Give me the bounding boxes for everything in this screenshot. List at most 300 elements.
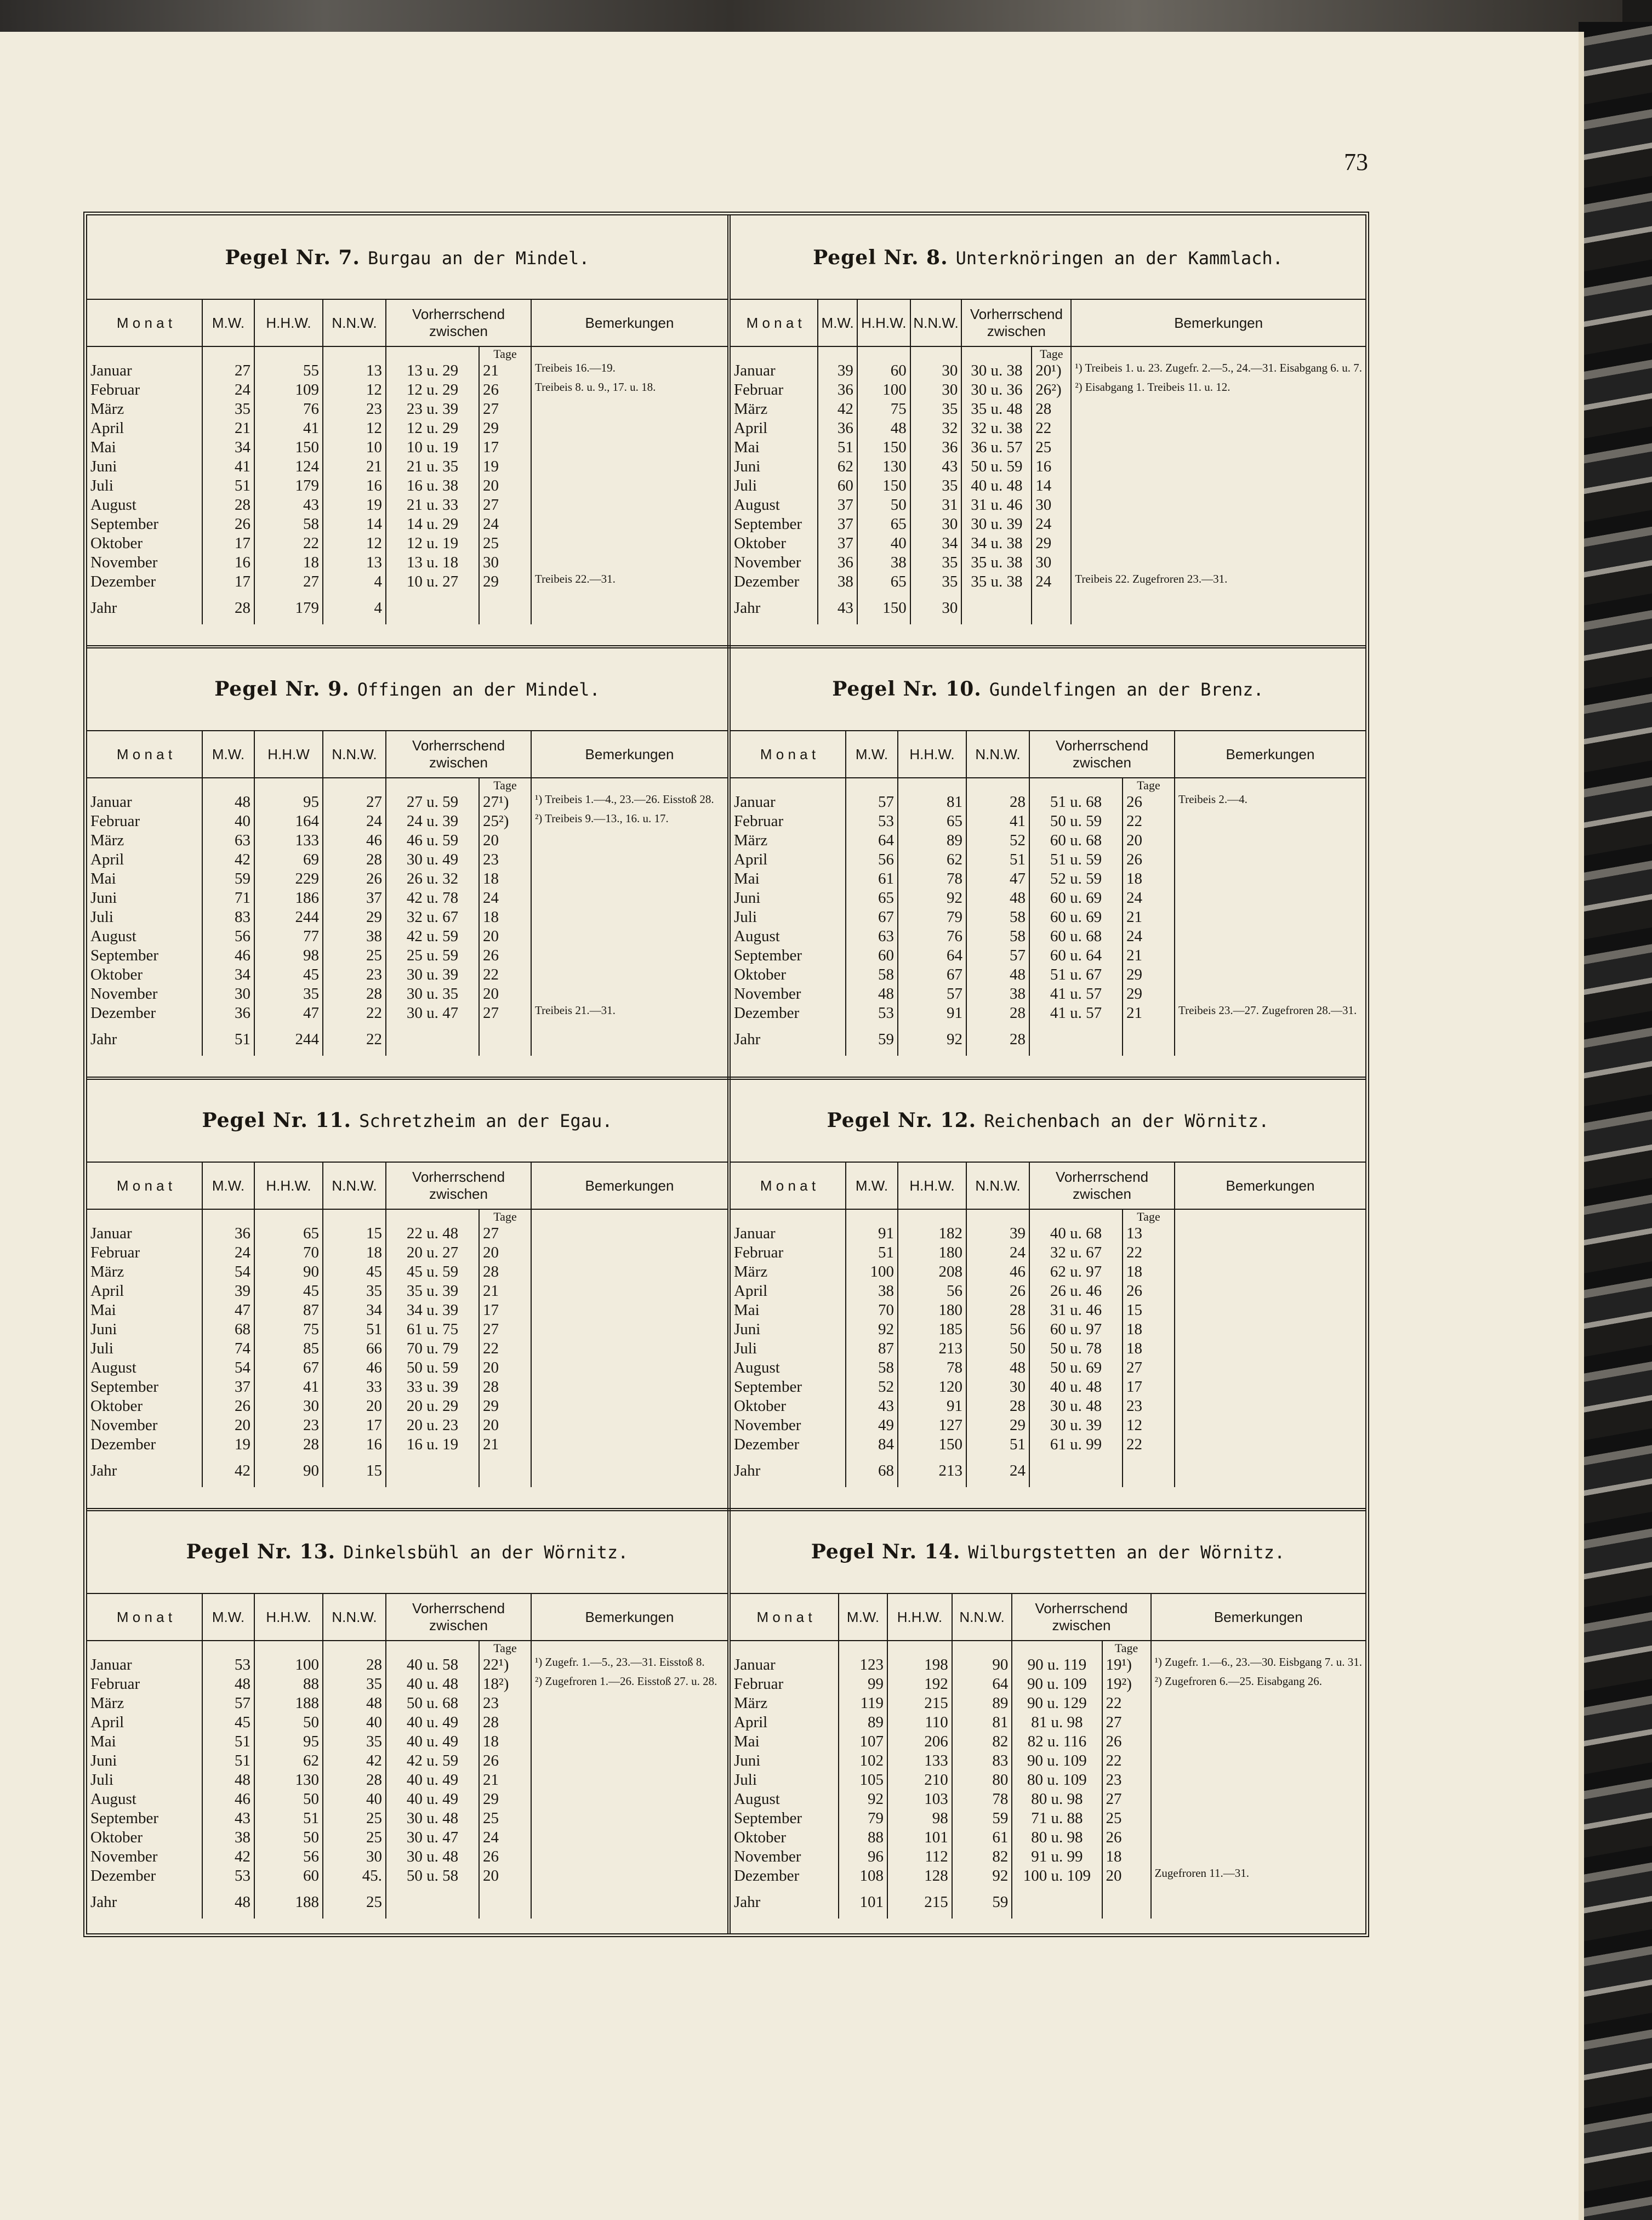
gauge-table [87, 730, 727, 1056]
prevailing-days: 20 [483, 832, 499, 849]
year-label: Jahr [90, 1893, 117, 1911]
prevailing-days: 27 [483, 400, 499, 418]
table-row [87, 515, 727, 534]
mw-value: 42 [235, 851, 250, 868]
prevailing-range: 22 u. 48 [406, 1225, 459, 1242]
nnw-value: 45 [366, 1263, 382, 1280]
prevailing-days: 30 [1035, 554, 1052, 571]
hhw-value: 208 [938, 1263, 962, 1280]
days-label: Tage [1137, 1210, 1160, 1223]
prevailing-days: 19²) [1106, 1675, 1132, 1693]
col-header-nnw: N.N.W. [332, 745, 377, 762]
mw-value: 52 [878, 1378, 894, 1396]
prevailing-range: 40 u. 49 [406, 1714, 459, 1731]
table-row [731, 850, 1365, 869]
gauge-title [731, 246, 1365, 269]
prevailing-range: 60 u. 68 [1050, 832, 1102, 849]
hhw-value: 210 [924, 1771, 948, 1789]
prevailing-range: 40 u. 49 [406, 1733, 459, 1750]
table-row [731, 1282, 1365, 1301]
days-label: Tage [493, 347, 517, 361]
gauge-title [87, 1109, 727, 1132]
month-name: Dezember [734, 1004, 800, 1022]
col-header-remarks: Bemerkungen [585, 745, 674, 762]
remark: Treibeis 21.—31. [535, 1004, 616, 1017]
hhw-value: 38 [890, 554, 907, 571]
table-row [87, 1771, 727, 1790]
hhw-value: 50 [303, 1829, 319, 1846]
prevailing-range: 60 u. 97 [1050, 1320, 1102, 1338]
prevailing-range: 30 u. 35 [406, 985, 459, 1003]
prevailing-range: 20 u. 27 [406, 1244, 459, 1261]
month-name: August [90, 496, 136, 514]
row-divider [87, 645, 1365, 648]
col-header-nnw: N.N.W. [975, 745, 1021, 762]
month-name: Januar [734, 362, 776, 379]
prevailing-days: 29 [483, 419, 499, 437]
prevailing-range: 90 u. 109 [1027, 1675, 1087, 1693]
gauge-tables-sheet [83, 212, 1369, 1937]
prevailing-range: 21 u. 35 [406, 458, 459, 475]
hhw-value: 23 [303, 1416, 319, 1434]
table-row [87, 1866, 727, 1886]
table-row [731, 1732, 1365, 1751]
table-row [87, 1694, 727, 1713]
month-name: September [734, 1809, 802, 1827]
hhw-value: 70 [303, 1244, 319, 1261]
table-row [731, 1320, 1365, 1339]
prevailing-range: 61 u. 75 [406, 1320, 459, 1338]
prevailing-days: 22 [1106, 1752, 1122, 1769]
nnw-value: 35 [366, 1675, 382, 1693]
month-name: Juli [90, 1771, 113, 1789]
prevailing-range: 42 u. 59 [406, 1752, 459, 1769]
gauge-title [731, 1109, 1365, 1132]
nnw-value: 47 [1010, 870, 1026, 887]
mw-value: 43 [878, 1397, 894, 1415]
prevailing-range: 45 u. 59 [406, 1263, 459, 1280]
prevailing-days: 20 [483, 1359, 499, 1376]
nnw-value: 29 [1010, 1416, 1026, 1434]
nnw-value: 25 [366, 1829, 382, 1846]
nnw-value: 28 [366, 851, 382, 868]
month-name: April [90, 1282, 124, 1300]
nnw-value: 30 [942, 515, 958, 533]
col-header-prevailing: Vorherrschend zwischen [412, 306, 505, 339]
prevailing-days: 27 [483, 1004, 499, 1022]
hhw-value: 78 [947, 870, 962, 887]
hhw-value: 90 [303, 1263, 319, 1280]
month-name: August [734, 927, 780, 945]
nnw-value: 16 [366, 477, 382, 494]
table-row [87, 1641, 727, 1655]
prevailing-days: 26 [1126, 851, 1142, 868]
table-row [731, 1751, 1365, 1771]
table-row [87, 831, 727, 850]
gauge-panel-11 [87, 1080, 727, 1507]
hhw-value: 65 [890, 515, 907, 533]
hhw-value: 45 [303, 966, 319, 983]
year-nnw: 24 [1010, 1461, 1026, 1479]
prevailing-range: 60 u. 64 [1050, 947, 1102, 964]
table-row [87, 534, 727, 553]
prevailing-days: 22¹) [483, 1656, 509, 1673]
table-row [87, 1243, 727, 1262]
table-row [731, 361, 1365, 380]
prevailing-range: 23 u. 39 [406, 400, 459, 418]
gauge-table [731, 1162, 1365, 1487]
mw-value: 92 [868, 1790, 884, 1808]
gauge-table [87, 299, 727, 624]
mw-value: 48 [878, 985, 894, 1003]
month-name: April [90, 419, 124, 437]
table-row [87, 1004, 727, 1023]
days-label: Tage [493, 778, 517, 792]
prevailing-days: 17 [483, 1301, 499, 1319]
hhw-value: 215 [924, 1694, 948, 1712]
year-label: Jahr [734, 1461, 761, 1479]
remark: ¹) Treibeis 1.—4., 23.—26. Eisstoß 28. [535, 793, 714, 806]
mw-value: 91 [878, 1225, 894, 1242]
nnw-value: 46 [1010, 1263, 1026, 1280]
nnw-value: 58 [1010, 908, 1026, 926]
col-header-nnw: N.N.W. [975, 1177, 1021, 1194]
month-name: Dezember [90, 1436, 156, 1453]
nnw-value: 46 [366, 832, 382, 849]
col-header-prevailing: Vorherrschend zwischen [1055, 1169, 1149, 1202]
gauge-number: Pegel Nr. 11. [202, 1109, 352, 1132]
nnw-value: 29 [366, 908, 382, 926]
table-row [87, 778, 727, 793]
prevailing-range: 12 u. 19 [406, 534, 459, 552]
nnw-value: 34 [942, 534, 958, 552]
table-row [87, 984, 727, 1004]
hhw-value: 50 [890, 496, 907, 514]
mw-value: 36 [837, 554, 853, 571]
prevailing-days: 20 [483, 1416, 499, 1434]
col-header-mw: M.W. [855, 1177, 888, 1194]
table-row [731, 1416, 1365, 1435]
hhw-value: 65 [947, 812, 962, 830]
table-row [87, 1713, 727, 1732]
hhw-value: 28 [303, 1436, 319, 1453]
year-row [731, 1023, 1365, 1056]
mw-value: 54 [235, 1263, 250, 1280]
nnw-value: 61 [992, 1829, 1009, 1846]
year-nnw: 30 [942, 599, 958, 617]
nnw-value: 39 [1010, 1225, 1026, 1242]
hhw-value: 76 [303, 400, 319, 418]
nnw-value: 35 [366, 1282, 382, 1300]
col-header-mw: M.W. [855, 745, 888, 762]
col-header-mw: M.W. [821, 314, 854, 331]
prevailing-days: 18 [1126, 1263, 1142, 1280]
remark: ²) Eisabgang 1. Treibeis 11. u. 12. [1075, 380, 1231, 394]
nnw-value: 33 [366, 1378, 382, 1396]
month-name: August [734, 496, 780, 514]
prevailing-days: 28 [1035, 400, 1052, 418]
mw-value: 34 [235, 439, 250, 456]
nnw-value: 42 [366, 1752, 382, 1769]
nnw-value: 30 [1010, 1378, 1026, 1396]
gauge-panel-10 [731, 649, 1365, 1076]
col-header-remarks: Bemerkungen [1226, 745, 1315, 762]
year-hhw: 215 [924, 1893, 948, 1911]
hhw-value: 133 [924, 1752, 948, 1769]
hhw-value: 179 [295, 477, 319, 494]
prevailing-range: 35 u. 38 [971, 554, 1023, 571]
table-row [731, 1828, 1365, 1847]
nnw-value: 50 [1010, 1340, 1026, 1357]
prevailing-days: 22 [1126, 1244, 1142, 1261]
prevailing-range: 91 u. 99 [1031, 1848, 1083, 1865]
table-row [87, 346, 727, 361]
prevailing-days: 25 [1035, 439, 1052, 456]
prevailing-range: 35 u. 39 [406, 1282, 459, 1300]
prevailing-days: 18 [483, 908, 499, 926]
col-header-prevailing: Vorherrschend zwischen [1055, 737, 1149, 771]
mw-value: 30 [235, 985, 250, 1003]
nnw-value: 25 [366, 947, 382, 964]
month-name: September [734, 515, 802, 533]
month-name: Juni [90, 1752, 117, 1769]
prevailing-days: 20 [483, 477, 499, 494]
year-hhw: 213 [938, 1461, 962, 1479]
hhw-value: 60 [890, 362, 907, 379]
gauge-location: Schretzheim an der Egau. [359, 1111, 613, 1131]
month-name: September [734, 1378, 802, 1396]
prevailing-days: 30 [483, 554, 499, 571]
year-row [87, 1454, 727, 1487]
gauge-table [87, 1162, 727, 1487]
year-mw: 68 [878, 1461, 894, 1479]
hhw-value: 56 [947, 1282, 962, 1300]
table-row [87, 1397, 727, 1416]
mw-value: 57 [878, 793, 894, 811]
prevailing-days: 24 [483, 889, 499, 907]
col-header-hhw: H.H.W. [909, 1177, 955, 1194]
prevailing-range: 50 u. 59 [971, 458, 1023, 475]
mw-value: 59 [235, 870, 250, 887]
mw-value: 45 [235, 1714, 250, 1731]
year-hhw: 92 [947, 1030, 962, 1048]
prevailing-range: 40 u. 48 [971, 477, 1023, 494]
nnw-value: 12 [366, 534, 382, 552]
prevailing-days: 23 [1106, 1771, 1122, 1789]
prevailing-range: 61 u. 99 [1050, 1436, 1102, 1453]
gauge-table [731, 299, 1365, 624]
table-row [731, 1301, 1365, 1320]
hhw-value: 150 [882, 477, 907, 494]
month-name: Juni [734, 458, 761, 475]
hhw-value: 150 [295, 439, 319, 456]
table-row [87, 1751, 727, 1771]
mw-value: 42 [235, 1848, 250, 1865]
hhw-value: 88 [303, 1675, 319, 1693]
month-name: Dezember [734, 1867, 800, 1885]
month-name: November [734, 1416, 801, 1434]
table-row [731, 1655, 1365, 1675]
month-name: Mai [734, 1301, 760, 1319]
remark: Treibeis 22. Zugefroren 23.—31. [1075, 572, 1228, 585]
prevailing-days: 27 [1126, 1359, 1142, 1376]
hhw-value: 110 [925, 1714, 948, 1731]
prevailing-range: 100 u. 109 [1023, 1867, 1091, 1885]
month-name: September [734, 947, 802, 964]
table-row [731, 908, 1365, 927]
gauge-title [87, 1540, 727, 1563]
table-row [731, 1641, 1365, 1655]
year-hhw: 244 [295, 1030, 319, 1048]
mw-value: 100 [870, 1263, 894, 1280]
mw-value: 38 [235, 1829, 250, 1846]
table-row [731, 869, 1365, 889]
nnw-value: 28 [1010, 793, 1026, 811]
col-header-prevailing: Vorherrschend zwischen [970, 306, 1063, 339]
table-row [731, 1771, 1365, 1790]
hhw-value: 103 [924, 1790, 948, 1808]
month-name: Februar [90, 381, 140, 399]
nnw-value: 20 [366, 1397, 382, 1415]
mw-value: 35 [235, 400, 250, 418]
prevailing-range: 24 u. 39 [406, 812, 459, 830]
prevailing-range: 33 u. 39 [406, 1378, 459, 1396]
prevailing-range: 32 u. 38 [971, 419, 1023, 437]
prevailing-range: 41 u. 57 [1050, 985, 1102, 1003]
col-header-nnw: N.N.W. [332, 1177, 377, 1194]
prevailing-range: 30 u. 36 [971, 381, 1023, 399]
col-header-prevailing: Vorherrschend zwischen [1035, 1600, 1128, 1633]
nnw-value: 90 [992, 1656, 1009, 1673]
year-label: Jahr [734, 1030, 761, 1048]
mw-value: 53 [235, 1867, 250, 1885]
table-row [87, 1320, 727, 1339]
month-name: August [734, 1359, 780, 1376]
remark: ²) Zugefroren 1.—26. Eisstoß 27. u. 28. [535, 1675, 717, 1688]
hhw-value: 180 [938, 1244, 962, 1261]
hhw-value: 92 [947, 889, 962, 907]
mw-value: 108 [859, 1867, 884, 1885]
month-name: Mai [734, 439, 760, 456]
nnw-value: 30 [942, 381, 958, 399]
mw-value: 17 [235, 534, 250, 552]
col-header-month: M o n a t [116, 1608, 173, 1625]
prevailing-days: 21 [1126, 947, 1142, 964]
month-name: März [90, 400, 124, 418]
hhw-value: 127 [938, 1416, 962, 1434]
table-row [87, 908, 727, 927]
hhw-value: 109 [295, 381, 319, 399]
prevailing-range: 35 u. 38 [971, 573, 1023, 590]
hhw-value: 47 [303, 1004, 319, 1022]
hhw-value: 182 [938, 1225, 962, 1242]
month-name: Januar [734, 1656, 776, 1673]
month-name: April [90, 1714, 124, 1731]
hhw-value: 65 [303, 1225, 319, 1242]
col-header-month: M o n a t [760, 1177, 816, 1194]
table-row [731, 1262, 1365, 1282]
table-row [87, 1790, 727, 1809]
month-name: Dezember [90, 1004, 156, 1022]
month-name: Mai [734, 1733, 760, 1750]
prevailing-range: 60 u. 69 [1050, 889, 1102, 907]
table-row [731, 419, 1365, 438]
table-row [87, 572, 727, 591]
table-row [731, 831, 1365, 850]
hhw-value: 18 [303, 554, 319, 571]
mw-value: 24 [235, 1244, 250, 1261]
table-row [87, 1732, 727, 1751]
table-row [731, 1004, 1365, 1023]
mw-value: 68 [235, 1320, 250, 1338]
table-header [731, 1162, 1365, 1209]
hhw-value: 76 [947, 927, 962, 945]
table-row [731, 946, 1365, 965]
remark: Treibeis 8. u. 9., 17. u. 18. [535, 380, 656, 394]
nnw-value: 41 [1010, 812, 1026, 830]
gauge-panel-12 [731, 1080, 1365, 1507]
table-row [87, 457, 727, 476]
nnw-value: 28 [366, 985, 382, 1003]
mw-value: 37 [235, 1378, 250, 1396]
prevailing-days: 27¹) [483, 793, 509, 811]
mw-value: 51 [878, 1244, 894, 1261]
nnw-value: 82 [992, 1733, 1009, 1750]
mw-value: 92 [878, 1320, 894, 1338]
prevailing-days: 20 [483, 927, 499, 945]
hhw-value: 98 [932, 1809, 948, 1827]
prevailing-days: 25²) [483, 812, 509, 830]
table-row [731, 1397, 1365, 1416]
year-mw: 101 [859, 1893, 884, 1911]
nnw-value: 28 [1010, 1301, 1026, 1319]
nnw-value: 64 [992, 1675, 1009, 1693]
gauge-panel-8 [731, 218, 1365, 645]
mw-value: 89 [868, 1714, 884, 1731]
prevailing-days: 29 [1035, 534, 1052, 552]
prevailing-days: 30 [1035, 496, 1052, 514]
hhw-value: 213 [938, 1340, 962, 1357]
prevailing-range: 21 u. 33 [406, 496, 459, 514]
mw-value: 60 [837, 477, 853, 494]
mw-value: 34 [235, 966, 250, 983]
hhw-value: 85 [303, 1340, 319, 1357]
table-row [731, 400, 1365, 419]
table-row [87, 1675, 727, 1694]
nnw-value: 35 [942, 573, 958, 590]
col-header-nnw: N.N.W. [332, 1608, 377, 1625]
prevailing-days: 20 [483, 985, 499, 1003]
col-header-nnw: N.N.W. [332, 314, 377, 331]
days-label: Tage [493, 1641, 517, 1655]
prevailing-days: 27 [1106, 1790, 1122, 1808]
table-row [87, 1262, 727, 1282]
year-hhw: 90 [303, 1461, 319, 1479]
table-row [731, 793, 1365, 812]
mw-value: 19 [235, 1436, 250, 1453]
hhw-value: 101 [924, 1829, 948, 1846]
month-name: März [90, 1694, 124, 1712]
mw-value: 123 [859, 1656, 884, 1673]
hhw-value: 41 [303, 419, 319, 437]
month-name: Mai [90, 439, 116, 456]
prevailing-range: 30 u. 49 [406, 851, 459, 868]
table-row [87, 380, 727, 400]
prevailing-days: 16 [1035, 458, 1052, 475]
prevailing-range: 60 u. 68 [1050, 927, 1102, 945]
mw-value: 57 [235, 1694, 250, 1712]
nnw-value: 58 [1010, 927, 1026, 945]
